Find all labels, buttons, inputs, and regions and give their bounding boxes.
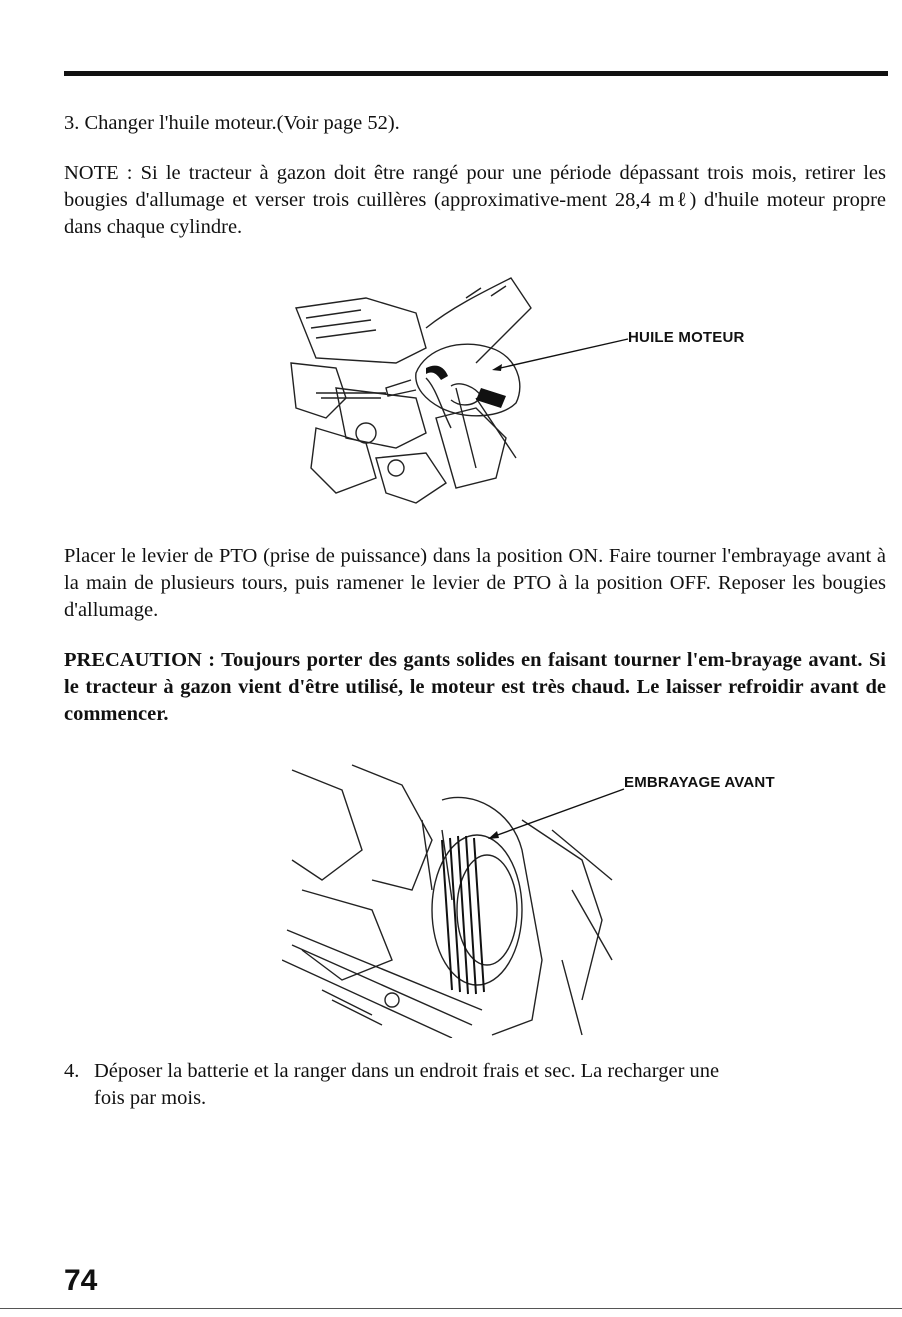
oil-fill-illustration — [276, 268, 566, 518]
step-4-text — [64, 1058, 886, 1112]
clutch-callout-label: EMBRAYAGE AVANT — [624, 774, 775, 791]
step-4-number: 4. — [64, 1060, 80, 1082]
page-number: 74 — [64, 1264, 98, 1297]
step-4-line-2: fois par mois. — [94, 1087, 207, 1109]
precaution-text: PRECAUTION : Toujours porter des gants solides en faisant tourner l'em-brayage avant. Si le tracteur à gazon vient d'être utilisé, le moteur est très chaud. Le laisser refroidir avant de commencer. — [64, 649, 886, 725]
step-3-text: 3. Changer l'huile moteur.(Voir page 52). — [64, 112, 400, 134]
note-text: NOTE : Si le tracteur à gazon doit être rangé pour une période dépassant trois mois, retirer les bougies d'allumage et verser trois cuillères (approximative-ment 28,4 mℓ) d'huile moteur propre dans chaque cylindre. — [64, 162, 886, 238]
pto-instructions: Placer le levier de PTO (prise de puissance) dans la position ON. Faire tourner l'embrayage avant à la main de plusieurs tours, puis ramener le levier de PTO à la position OFF. Reposer les bougies d'allumage. — [64, 545, 886, 621]
oil-callout-label: HUILE MOTEUR — [628, 329, 745, 346]
bottom-rule — [0, 1308, 902, 1309]
oil-leader-line — [490, 335, 630, 375]
clutch-leader-line — [486, 785, 626, 845]
step-4-line-1: Déposer la batterie et la ranger dans un endroit frais et sec. La recharger une — [94, 1060, 720, 1082]
top-rule — [64, 71, 888, 76]
